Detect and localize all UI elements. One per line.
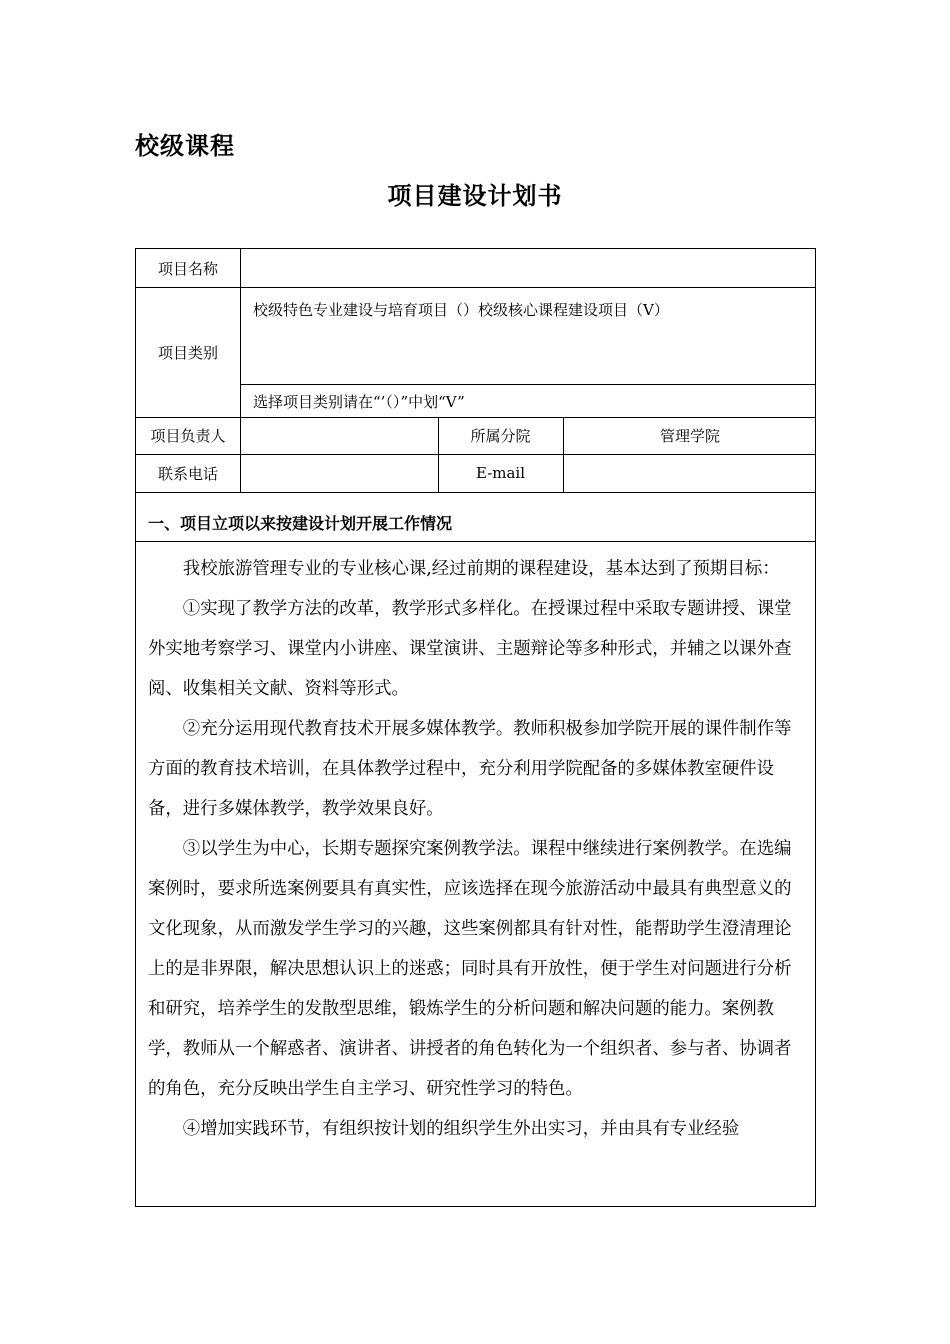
- section-body: [148, 549, 808, 1149]
- project-form-table: [135, 248, 816, 1207]
- phone-field[interactable]: [241, 454, 438, 492]
- body-paragraph: ④增加实践环节，有组织按计划的组织学生外出实习，并由具有专业经验: [182, 1119, 740, 1139]
- project-category-note: 选择项目类别请在“’（）”中划“V”: [253, 392, 465, 411]
- body-paragraph: ①实现了教学方法的改革，教学形式多样化。在授课过程中采取专题讲授、课堂外实地考察学习、课堂内小讲座、课堂演讲、主题辩论等多种形式，并辅之以课外查阅、收集相关文献、资料等形式。: [148, 599, 792, 699]
- row-divider: [136, 492, 816, 493]
- email-label: E-mail: [475, 464, 526, 482]
- project-category-options[interactable]: 校级特色专业建设与培育项目（）校级核心课程建设项目（V）: [253, 301, 669, 319]
- project-name-label: 项目名称: [157, 259, 218, 278]
- section-heading: 一、项目立项以来按建设计划开展工作情况: [148, 514, 453, 533]
- document-main-title: 项目建设计划书: [387, 182, 563, 210]
- project-leader-field[interactable]: [241, 417, 438, 454]
- body-paragraph: 我校旅游管理专业的专业核心课,经过前期的课程建设，基本达到了预期目标：: [182, 559, 780, 579]
- body-paragraph: ③以学生为中心，长期专题探究案例教学法。课程中继续进行案例教学。在选编案例时，要求所选案例要具有真实性，应该选择在现今旅游活动中最具有典型意义的文化现象，从而激发学生学习的兴趣，这些案例都具有针对性，能帮助学生澄清理论上的是非界限，解决思想认识上的迷惑；同时具有开放性，便于学生对问题进行分析和研究，培养学生的发散型思维，锻炼学生的分析问题和解决问题的能力。案例教学，教师从一个解惑者、演讲者、讲授者的角色转化为一个组织者、参与者、协调者的角色，充分反映出学生自主学习、研究性学习的特色。: [148, 839, 792, 1099]
- body-paragraph: ②充分运用现代教育技术开展多媒体教学。教师积极参加学院开展的课件制作等方面的教育技术培训，在具体教学过程中，充分利用学院配备的多媒体教室硬件设备，进行多媒体教学，教学效果良好。: [148, 719, 792, 819]
- project-name-field[interactable]: [241, 249, 816, 287]
- document-top-title: 校级课程: [135, 132, 235, 160]
- project-leader-label: 项目负责人: [150, 427, 226, 445]
- row-divider: [136, 541, 816, 542]
- phone-label: 联系电话: [157, 464, 218, 483]
- email-field[interactable]: [564, 454, 816, 492]
- department-value[interactable]: 管理学院: [659, 427, 720, 445]
- project-category-label: 项目类别: [157, 343, 218, 362]
- department-label: 所属分院: [470, 427, 531, 445]
